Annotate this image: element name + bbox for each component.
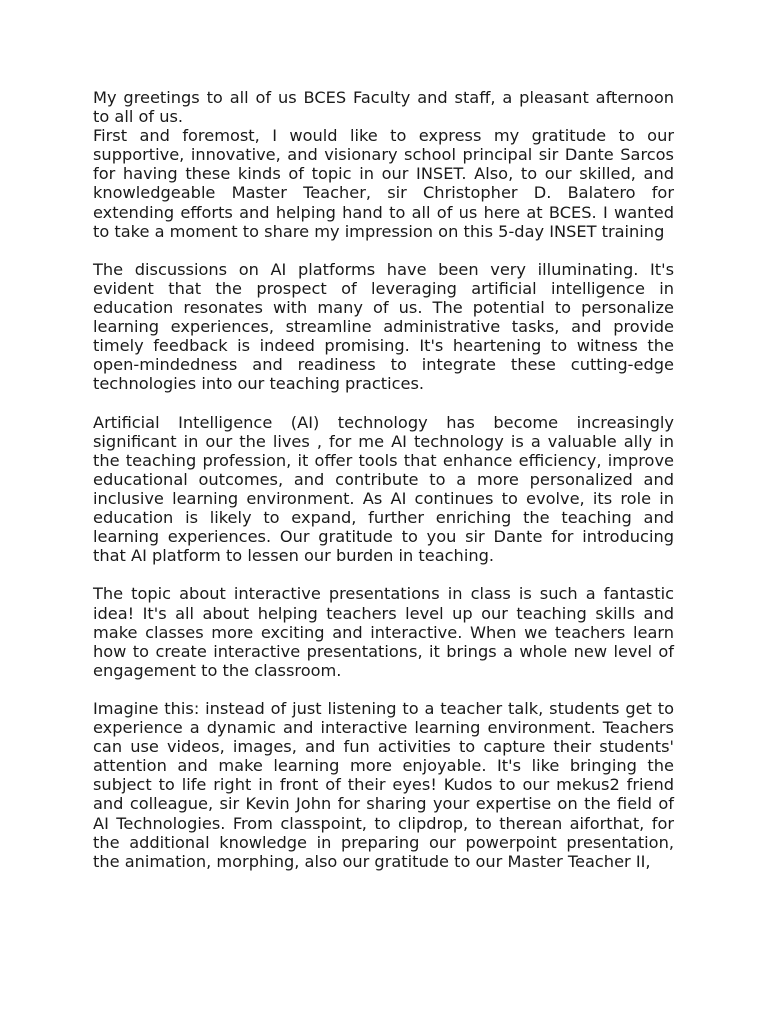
gratitude-paragraph: First and foremost, I would like to express my gratitude to our supportive, innovative, and visionary school principal sir Dante Sarcos for having these kinds of topic in our INSET. Also, to our skilled, and knowledgeable Master Teacher, sir Christopher D. Balatero for extending efforts and helping hand to all of us here at BCES. I wanted to take a moment to share my impression on this 5-day INSET training: [93, 126, 674, 241]
ai-platforms-paragraph: The discussions on AI platforms have been very illuminating. It's evident that the prospect of leveraging artificial intelligence in education resonates with many of us. The potential to personalize learning experiences, streamline administrative tasks, and provide timely feedback is indeed promising. It's heartening to witness the open-mindedness and readiness to integrate these cutting-edge technologies into our teaching practices.: [93, 259, 674, 394]
imagine-paragraph: Imagine this: instead of just listening to a teacher talk, students get to experience a dynamic and interactive learning environment. Teachers can use videos, images, and fun activities to capture their students' attention and make learning more enjoyable. It's like bringing the subject to life right in front of their eyes! Kudos to our mekus2 friend and colleague, sir Kevin John for sharing your expertise on the field of AI Technologies. From classpoint, to clipdrop, to therean aiforthat, for the additional knowledge in preparing our powerpoint presentation, the animation, morphing, also our gratitude to our Master Teacher II,: [93, 699, 674, 871]
ai-technology-paragraph: Artificial Intelligence (AI) technology has become increasingly significant in our the lives , for me AI technology is a valuable ally in the teaching profession, it offer tools that enhance efficiency, improve educational outcomes, and contribute to a more personalized and inclusive learning environment. As AI continues to evolve, its role in education is likely to expand, further enriching the teaching and learning experiences. Our gratitude to you sir Dante for introducing that AI platform to lessen our burden in teaching.: [93, 412, 674, 566]
greeting-paragraph: My greetings to all of us BCES Faculty and staff, a pleasant afternoon to all of us.: [93, 88, 674, 127]
interactive-presentations-paragraph: The topic about interactive presentations in class is such a fantastic idea! It's all about helping teachers level up our teaching skills and make classes more exciting and interactive. When we teachers learn how to create interactive presentations, it brings a whole new level of engagement to the classroom.: [93, 584, 674, 680]
document-page: [93, 88, 674, 890]
